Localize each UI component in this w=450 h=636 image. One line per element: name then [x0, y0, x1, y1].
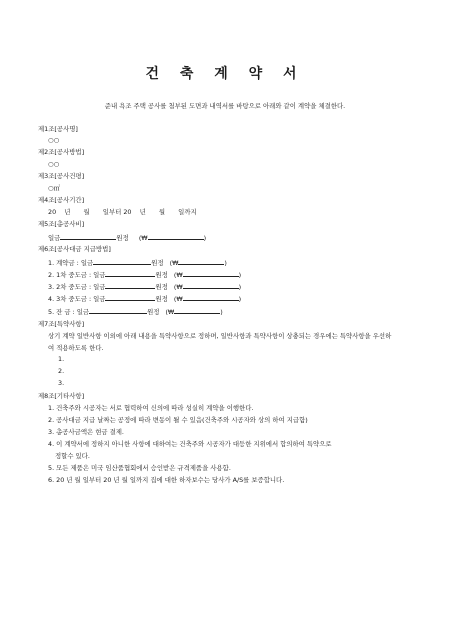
won-label: 원정 [155, 283, 168, 291]
special-item-3: 3. [58, 379, 65, 387]
close-paren: ) [238, 295, 242, 303]
payment-label: 5. 잔 금 : 일금 [48, 308, 90, 316]
misc-item-1: 1. 건축주와 시공자는 서로 협력하여 신의에 따라 성실히 계약을 이행한다. [48, 404, 254, 412]
article-3-heading: 제3조[공사건평] [38, 172, 85, 180]
article-3-value: ○㎡ [48, 184, 60, 192]
start-month-label: 월 [83, 208, 90, 216]
article-4-heading: 제4조[공사기간] [38, 196, 85, 204]
misc-item-3: 3. 총공사금액은 현금 결제. [48, 428, 124, 436]
won-symbol: (₩ [173, 283, 183, 291]
amount-prefix: 일금 [48, 234, 61, 242]
numeric-blank [183, 294, 239, 301]
amount-blank [60, 233, 116, 240]
won-label: 원정 [151, 259, 164, 267]
article-8-heading: 제8조[기타사항] [38, 392, 85, 400]
numeric-blank [148, 233, 204, 240]
misc-item-5: 5. 모든 제품은 미국 임산품협회에서 승인받은 규격제품을 사용함. [48, 464, 231, 472]
total-cost-line [48, 233, 206, 242]
article-2-value: ○○ [48, 160, 60, 168]
article-1-value: ○○ [48, 136, 60, 144]
amount-blank [93, 258, 151, 265]
won-symbol: (₩ [173, 295, 183, 303]
won-label: 원정 [116, 234, 129, 242]
won-symbol: (₩ [165, 308, 175, 316]
article-4-period [48, 208, 197, 216]
end-year-label: 년 [139, 208, 146, 216]
numeric-blank [183, 282, 239, 289]
article-2-heading: 제2조[공사방법] [38, 148, 85, 156]
article-7-heading: 제7조[특약사항] [38, 320, 85, 328]
article-6-heading: 제6조[공사대금 지급방법] [38, 245, 111, 253]
misc-item-2: 2. 공사대금 지급 날짜는 공정에 따라 변동이 될 수 있음(건축주와 시공자와 상의 하여 지급함) [48, 416, 308, 424]
payment-line [48, 294, 241, 303]
close-paren: ) [220, 308, 223, 316]
misc-item-4-cont: 정할수 있다. [55, 452, 90, 460]
payment-line [48, 282, 241, 291]
end-month-label: 월 [158, 208, 166, 216]
intro-text: 준내 욕조 주택 공사를 첨부된 도면과 내역서를 바탕으로 아래와 같이 계약을 체결한다. [104, 102, 346, 110]
start-year-label: 년 [64, 208, 71, 216]
misc-item-6: 6. 20 년 월 일부터 20 년 월 일까지 집에 대한 하자보수는 당사가 A/S를 보증합니다. [48, 476, 285, 484]
start-day-label: 일부터 20 [102, 208, 132, 216]
payment-label: 1. 계약금 : 일금 [48, 259, 94, 267]
payment-line [48, 270, 241, 279]
won-symbol: (₩ [138, 234, 148, 242]
amount-blank [89, 307, 147, 314]
numeric-blank [178, 258, 224, 265]
close-paren: ) [238, 271, 242, 279]
contract-title: 건 축 계 약 서 [145, 66, 305, 82]
amount-blank [105, 294, 155, 301]
numeric-blank [174, 307, 220, 314]
payment-label: 4. 3차 중도금 : 일금 [48, 295, 106, 303]
payment-label: 2. 1차 중도금 : 일금 [48, 271, 106, 279]
start-year-prefix: 20 [48, 208, 57, 216]
payment-line [48, 258, 227, 267]
payment-label: 3. 2차 중도금 : 일금 [48, 283, 106, 291]
amount-blank [105, 270, 155, 277]
article-1-heading: 제1조[공사명] [38, 125, 78, 133]
misc-item-4: 4. 이 계약서에 정하지 아니한 사항에 대하여는 건축주와 시공자가 대등한 지위에서 합의하여 특약으로 [48, 440, 332, 448]
won-label: 원정 [155, 295, 168, 303]
won-symbol: (₩ [173, 271, 183, 279]
end-day-label: 일까지 [178, 208, 197, 216]
article-7-body: 상기 계약 일반사항 이외에 아래 내용을 특약사항으로 정하며, 일반사항과 특약사항이 상충되는 경우에는 특약사항을 우선하여 적용하도록 한다. [48, 332, 392, 352]
close-paren: ) [238, 283, 242, 291]
numeric-blank [183, 270, 239, 277]
won-label: 원정 [155, 271, 168, 279]
special-item-2: 2. [58, 367, 65, 375]
payment-line [48, 307, 223, 316]
special-item-1: 1. [58, 355, 65, 363]
close-paren: ) [224, 259, 227, 267]
amount-blank [105, 282, 155, 289]
article-5-heading: 제5조[총공사비] [38, 220, 85, 228]
won-symbol: (₩ [169, 259, 179, 267]
won-label: 원정 [147, 308, 160, 316]
close-paren: ) [203, 234, 207, 242]
